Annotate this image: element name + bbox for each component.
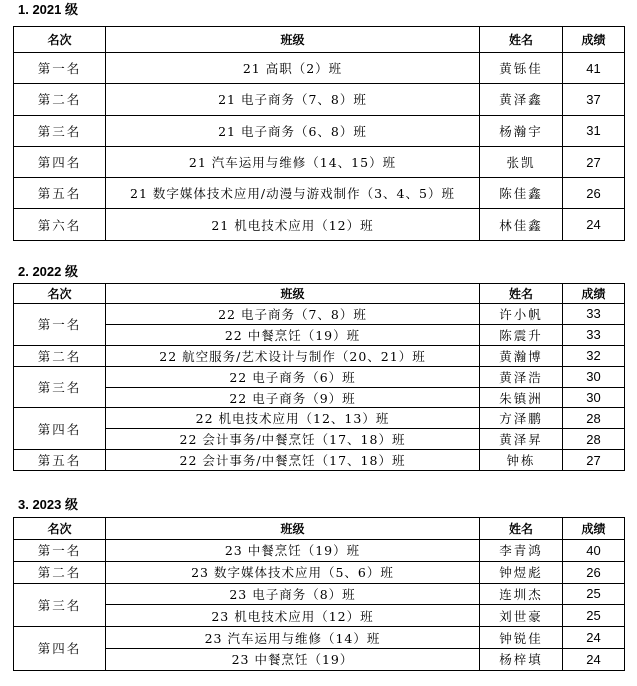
score-cell: 41 [563, 53, 625, 84]
table-row [14, 366, 625, 387]
score-cell: 28 [563, 429, 625, 450]
score-cell: 37 [563, 84, 625, 115]
section-title: 2. 2022 级 [18, 264, 78, 279]
class-cell: 21 汽车运用与维修（14、15）班 [106, 146, 480, 177]
rank-cell: 第二名 [14, 561, 106, 583]
score-cell: 27 [563, 450, 625, 471]
rank-cell: 第三名 [14, 115, 106, 146]
rank-cell: 第五名 [14, 178, 106, 209]
class-cell: 22 电子商务（6）班 [106, 366, 480, 387]
header-rank: 名次 [14, 518, 106, 540]
header-rank: 名次 [14, 284, 106, 304]
class-cell: 21 电子商务（6、8）班 [106, 115, 480, 146]
table-row [14, 304, 625, 325]
name-cell: 方泽鹏 [480, 408, 563, 429]
score-cell: 24 [563, 209, 625, 240]
name-cell: 林佳鑫 [480, 209, 563, 240]
name-cell: 许小帆 [480, 304, 563, 325]
score-cell: 30 [563, 366, 625, 387]
class-cell: 22 中餐烹饪（19）班 [106, 324, 480, 345]
name-cell: 黄泽昇 [480, 429, 563, 450]
name-cell: 杨梓填 [480, 648, 563, 670]
score-cell: 31 [563, 115, 625, 146]
table-row [14, 605, 625, 627]
ranking-table [13, 283, 625, 471]
header-score: 成绩 [563, 27, 625, 53]
header-name: 姓名 [480, 284, 563, 304]
ranking-table [13, 26, 625, 241]
class-cell: 23 数字媒体技术应用（5、6）班 [106, 561, 480, 583]
table-header-row [14, 284, 625, 304]
table-row [14, 387, 625, 408]
class-cell: 22 机电技术应用（12、13）班 [106, 408, 480, 429]
rank-cell: 第四名 [14, 627, 106, 671]
rank-cell: 第一名 [14, 304, 106, 346]
name-cell: 刘世豪 [480, 605, 563, 627]
score-cell: 40 [563, 540, 625, 562]
score-cell: 32 [563, 345, 625, 366]
class-cell: 22 航空服务/艺术设计与制作（20、21）班 [106, 345, 480, 366]
name-cell: 杨瀚宇 [480, 115, 563, 146]
score-cell: 27 [563, 146, 625, 177]
name-cell: 黄铄佳 [480, 53, 563, 84]
rank-cell: 第六名 [14, 209, 106, 240]
score-cell: 33 [563, 324, 625, 345]
header-name: 姓名 [480, 518, 563, 540]
section-title: 3. 2023 级 [18, 497, 78, 512]
rank-cell: 第一名 [14, 540, 106, 562]
table-row [14, 345, 625, 366]
table-row [14, 84, 625, 115]
score-cell: 30 [563, 387, 625, 408]
table-row [14, 209, 625, 240]
table-row [14, 146, 625, 177]
class-cell: 21 高职（2）班 [106, 53, 480, 84]
score-cell: 25 [563, 605, 625, 627]
name-cell: 陈震升 [480, 324, 563, 345]
class-cell: 23 汽车运用与维修（14）班 [106, 627, 480, 649]
name-cell: 李青鸿 [480, 540, 563, 562]
name-cell: 钟锐佳 [480, 627, 563, 649]
table-row [14, 627, 625, 649]
rank-cell: 第三名 [14, 366, 106, 408]
header-class: 班级 [106, 27, 480, 53]
table-row [14, 450, 625, 471]
section-title: 1. 2021 级 [18, 2, 78, 17]
class-cell: 21 数字媒体技术应用/动漫与游戏制作（3、4、5）班 [106, 178, 480, 209]
class-cell: 22 电子商务（9）班 [106, 387, 480, 408]
rank-cell: 第五名 [14, 450, 106, 471]
class-cell: 23 机电技术应用（12）班 [106, 605, 480, 627]
table-header-row [14, 518, 625, 540]
class-cell: 23 中餐烹饪（19）班 [106, 540, 480, 562]
name-cell: 张凯 [480, 146, 563, 177]
score-cell: 26 [563, 178, 625, 209]
header-class: 班级 [106, 284, 480, 304]
header-class: 班级 [106, 518, 480, 540]
class-cell: 23 中餐烹饪（19） [106, 648, 480, 670]
table-row [14, 408, 625, 429]
table-row [14, 115, 625, 146]
rank-cell: 第一名 [14, 53, 106, 84]
class-cell: 21 电子商务（7、8）班 [106, 84, 480, 115]
rank-cell: 第四名 [14, 146, 106, 177]
table-row [14, 540, 625, 562]
score-cell: 25 [563, 583, 625, 605]
class-cell: 21 机电技术应用（12）班 [106, 209, 480, 240]
score-cell: 24 [563, 627, 625, 649]
name-cell: 钟栋 [480, 450, 563, 471]
table-row [14, 178, 625, 209]
header-score: 成绩 [563, 518, 625, 540]
table-row [14, 583, 625, 605]
name-cell: 连圳杰 [480, 583, 563, 605]
score-cell: 33 [563, 304, 625, 325]
score-cell: 26 [563, 561, 625, 583]
name-cell: 黄泽浩 [480, 366, 563, 387]
name-cell: 钟煜彪 [480, 561, 563, 583]
class-cell: 22 电子商务（7、8）班 [106, 304, 480, 325]
table-row [14, 561, 625, 583]
header-name: 姓名 [480, 27, 563, 53]
header-score: 成绩 [563, 284, 625, 304]
name-cell: 朱镇洲 [480, 387, 563, 408]
table-row [14, 429, 625, 450]
class-cell: 23 电子商务（8）班 [106, 583, 480, 605]
table-row [14, 648, 625, 670]
rank-cell: 第四名 [14, 408, 106, 450]
table-row [14, 53, 625, 84]
name-cell: 陈佳鑫 [480, 178, 563, 209]
name-cell: 黄泽鑫 [480, 84, 563, 115]
ranking-table [13, 517, 625, 671]
class-cell: 22 会计事务/中餐烹饪（17、18）班 [106, 450, 480, 471]
score-cell: 24 [563, 648, 625, 670]
table-header-row [14, 27, 625, 53]
class-cell: 22 会计事务/中餐烹饪（17、18）班 [106, 429, 480, 450]
rank-cell: 第三名 [14, 583, 106, 627]
score-cell: 28 [563, 408, 625, 429]
name-cell: 黄瀚博 [480, 345, 563, 366]
table-row [14, 324, 625, 345]
rank-cell: 第二名 [14, 345, 106, 366]
header-rank: 名次 [14, 27, 106, 53]
rank-cell: 第二名 [14, 84, 106, 115]
